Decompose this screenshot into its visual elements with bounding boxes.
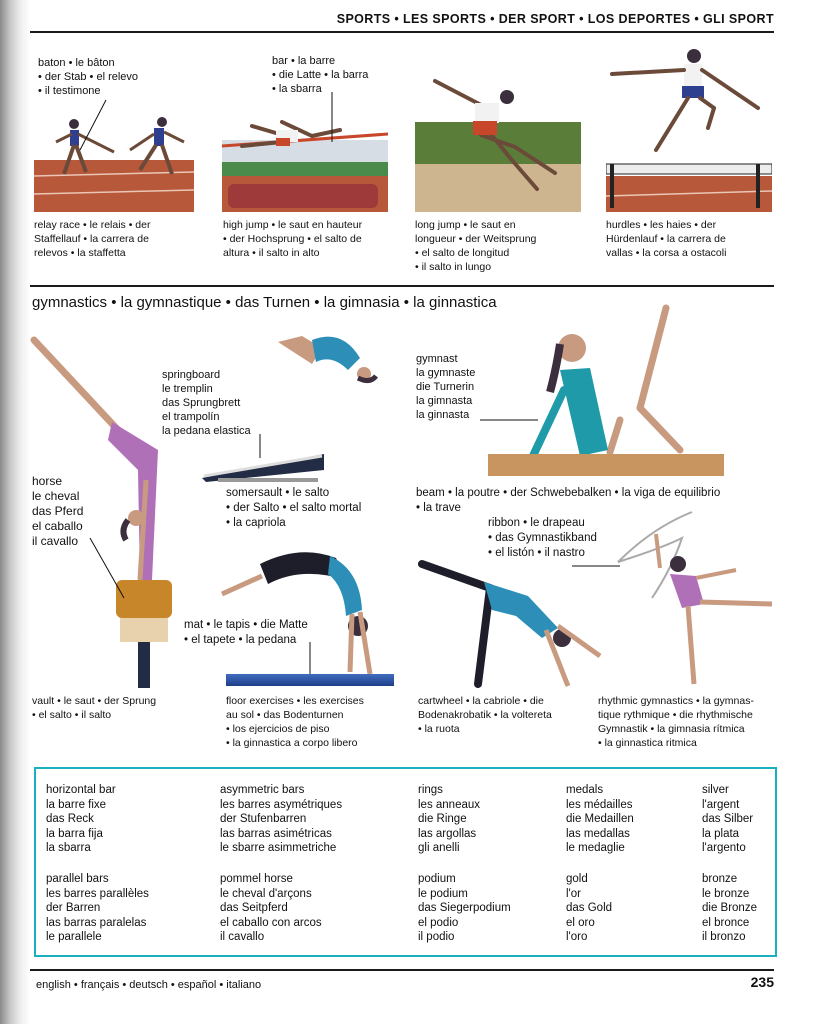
label-somersault: somersault • le salto • der Salto • el salto mortal • la capriola [226,487,362,529]
vocab-pommel-horse: pommel horse le cheval d'arçons das Seitpferd el caballo con arcos il cavallo [220,873,322,943]
vocab-asymmetric-bars: asymmetric bars les barres asymétriques der Stufenbarren las barras asimétricas le sbarre asimmetriche [220,784,343,854]
long-jump-photo [415,77,581,212]
gymnast-pointer [480,412,540,424]
header-rule [30,31,774,33]
caption-relay-race: relay race • le relais • der Staffellauf • la carrera de relevos • la staffetta [34,219,151,259]
vocab-silver: silver l'argent das Silber la plata l'argento [702,784,754,854]
vocab-gold: gold l'or das Gold el oro l'oro [566,873,613,943]
gymnastics-section-title: gymnastics • la gymnastique • das Turnen • la gimnasia • la ginnastica [32,294,497,311]
athletics-pointer-lines [30,90,410,160]
label-beam: beam • la poutre • der Schwebebalken • la viga de equilibrio • la trave [416,487,721,514]
label-baton: baton • le bâton • der Stab • el relevo • il testimone [38,57,139,97]
vocab-bronze: bronze le bronze die Bronze el bronce il bronzo [702,873,757,943]
rhythmic-gymnast-illustration [612,508,782,694]
vocab-medals: medals les médailles die Medaillen las medallas le medaglie [566,784,634,854]
caption-high-jump: high jump • le saut en hauteur • der Hochsprung • el salto de altura • il salto in alto [223,219,363,259]
footer-rule [30,969,774,971]
vocab-rings: rings les anneaux die Ringe las argollas gli anelli [418,784,481,854]
caption-long-jump: long jump • le saut en longueur • der Weitsprung • el salto de longitud • il salto in lungo [415,219,537,273]
page-header: SPORTS • LES SPORTS • DER SPORT • LOS DEPORTES • GLI SPORT [336,12,774,26]
vocab-parallel-bars: parallel bars les barres parallèles der Barren las barras paralelas le parallele [46,873,149,943]
somersault-illustration [272,318,382,388]
caption-cartwheel: cartwheel • la cabriole • die Bodenakrobatik • la voltereta • la ruota [418,695,552,735]
caption-floor-exercises: floor exercises • les exercises au sol • das Bodenturnen • los ejercicios de piso • la ginnastica a corpo libero [226,695,364,749]
label-bar: bar • la barre • die Latte • la barra • la sbarra [272,55,369,95]
label-ribbon: ribbon • le drapeau • das Gymnastikband • el listón • il nastro [488,517,597,559]
label-springboard: springboard le tremplin das Sprungbrett el trampolín la pedana elastica [162,369,251,437]
cartwheel-illustration [418,556,608,696]
caption-rhythmic-gymnastics: rhythmic gymnastics • la gymnas- tique rythmique • die rhythmische Gymnastik • la gimnasia rítmica • la ginnastica ritmica [598,695,754,749]
vocab-podium: podium le podium das Siegerpodium el podio il podio [418,873,511,943]
hurdles-photo [606,46,772,212]
footer-languages: english • français • deutsch • español • italiano [36,979,262,991]
book-spine-shadow [0,0,30,1024]
caption-vault: vault • le saut • der Sprung • el salto • il salto [32,695,157,721]
page-number: 235 [750,974,774,990]
label-horse: horse le cheval das Pferd el caballo il cavallo [32,474,84,548]
section-rule [30,285,774,287]
label-mat: mat • le tapis • die Matte • el tapete • la pedana [184,619,308,646]
label-gymnast: gymnast la gymnaste die Turnerin la gimnasta la ginnasta [416,353,476,421]
caption-hurdles: hurdles • les haies • der Hürdenlauf • la carrera de vallas • la corsa a ostacoli [606,219,727,259]
vocab-horizontal-bar: horizontal bar la barre fixe das Reck la barra fija la sbarra [46,784,116,854]
beam-gymnast-illustration [480,300,730,480]
